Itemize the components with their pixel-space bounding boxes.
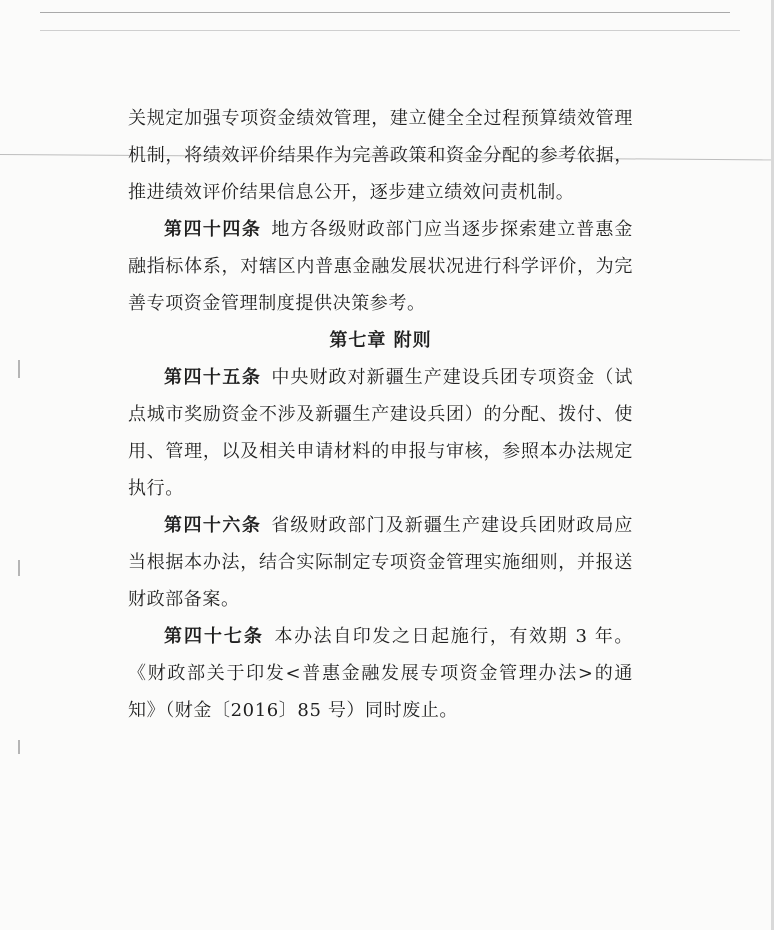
article-number: 第四十七条 (164, 626, 264, 647)
article-number: 第四十四条 (164, 219, 262, 240)
scan-margin-mark (18, 360, 20, 378)
article-number: 第四十五条 (164, 367, 262, 388)
article-number: 第四十六条 (164, 515, 262, 536)
chapter-title: 第七章 附则 (329, 330, 432, 351)
paragraph-continuation (128, 100, 633, 211)
paragraph-text: 本办法自印发之日起施行，有效期 3 年。《财政部关于印发<普惠金融发展专项资金管理办法>的通知》（财金〔2016〕85 号）同时废止。 (128, 626, 634, 721)
paragraph-text: 省级财政部门及新疆生产建设兵团财政局应当根据本办法，结合实际制定专项资金管理实施细则，并报送财政部备案。 (128, 515, 634, 610)
paragraph-text: 地方各级财政部门应当逐步探索建立普惠金融指标体系，对辖区内普惠金融发展状况进行科学评价，为完善专项资金管理制度提供决策参考。 (128, 219, 634, 314)
article-45 (128, 359, 633, 507)
article-47 (128, 618, 633, 729)
scan-margin-mark (18, 560, 20, 576)
paragraph-text: 关规定加强专项资金绩效管理，建立健全全过程预算绩效管理机制，将绩效评价结果作为完善政策和资金分配的参考依据，推进绩效评价结果信息公开，逐步建立绩效问责机制。 (128, 108, 633, 203)
paragraph-text: 中央财政对新疆生产建设兵团专项资金（试点城市奖励资金不涉及新疆生产建设兵团）的分配、拨付、使用、管理，以及相关申请材料的申报与审核，参照本办法规定执行。 (128, 367, 634, 499)
scan-artifact-line (40, 12, 730, 13)
article-44 (128, 211, 633, 322)
article-46 (128, 507, 633, 618)
scan-artifact-line (40, 30, 740, 31)
document-body (128, 100, 633, 729)
scan-margin-mark (18, 740, 20, 754)
